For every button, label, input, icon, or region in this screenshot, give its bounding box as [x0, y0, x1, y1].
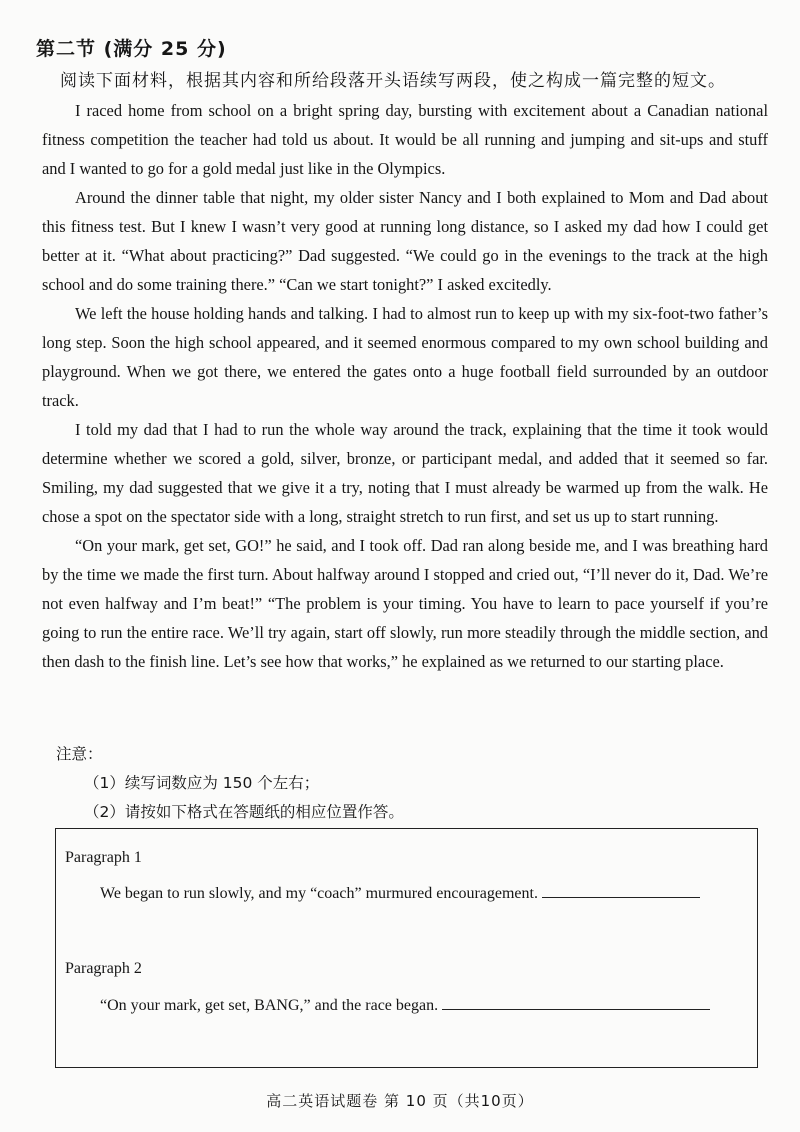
note-item: （1）续写词数应为 150 个左右； [84, 774, 320, 792]
passage-paragraph: “On your mark, get set, GO!” he said, and I took off. Dad ran along beside me, and I was breathing hard by the time we made the first turn. About halfway around I stopped and cried out, “I’ll never do it, Dad. We’re not even halfway and I’m beat!” “The problem is your timing. You have to learn to pace yourself if you’re going to run the entire race. We’ll try again, start off slowly, run more steadily through the middle section, and then dash to the finish line. Let’s see how that works,” he explained as we returned to our starting place. [42, 536, 768, 671]
paragraph-1-line [100, 881, 700, 903]
paragraph-1-blank[interactable] [542, 881, 700, 898]
passage-paragraph: I told my dad that I had to run the whole way around the track, explaining that the time it took would determine whether we scored a gold, silver, bronze, or participant medal, and added that it seemed so far. Smiling, my dad suggested that we give it a try, noting that I must already be warmed up from the walk. He chose a spot on the spectator side with a long, straight stretch to run first, and set us up to start running. [42, 420, 768, 526]
notes-heading: 注意： [56, 745, 103, 763]
page-footer: 高二英语试题卷 第 10 页（共10页） [266, 1092, 534, 1110]
paragraph-2-line [100, 993, 710, 1015]
passage-paragraph: Around the dinner table that night, my older sister Nancy and I both explained to Mom and Dad about this fitness test. But I knew I wasn’t very good at running long distance, so I asked my dad how I could get better at it. “What about practicing?” Dad suggested. “We could go in the evenings to the track at the high school and do some training there.” “Can we start tonight?” I asked excitedly. [42, 188, 768, 294]
note-item: （2）请按如下格式在答题纸的相应位置作答。 [84, 803, 404, 821]
paragraph-2-blank[interactable] [442, 993, 710, 1010]
answer-format-box [55, 828, 758, 1068]
paragraph-2-label: Paragraph 2 [65, 960, 142, 977]
passage-paragraph: I raced home from school on a bright spring day, bursting with excitement about a Canadian national fitness competition the teacher had told us about. It would be all running and jumping and sit-ups and stuff and I wanted to go for a gold medal just like in the Olympics. [42, 101, 768, 178]
paragraph-1-label: Paragraph 1 [65, 849, 142, 866]
reading-passage [42, 96, 768, 676]
passage-paragraph: We left the house holding hands and talking. I had to almost run to keep up with my six-foot-two father’s long step. Soon the high school appeared, and it seemed enormous compared to my own school building and playground. When we got there, we entered the gates onto a huge football field surrounded by an outdoor track. [42, 304, 768, 410]
instruction-text: 阅读下面材料，根据其内容和所给段落开头语续写两段，使之构成一篇完整的短文。 [60, 71, 726, 91]
paragraph-1-opening: We began to run slowly, and my “coach” murmured encouragement. [100, 885, 538, 902]
notes-section [56, 740, 404, 827]
section-title: 第二节 (满分 25 分) [36, 38, 227, 60]
paragraph-2-opening: “On your mark, get set, BANG,” and the race began. [100, 997, 439, 1014]
